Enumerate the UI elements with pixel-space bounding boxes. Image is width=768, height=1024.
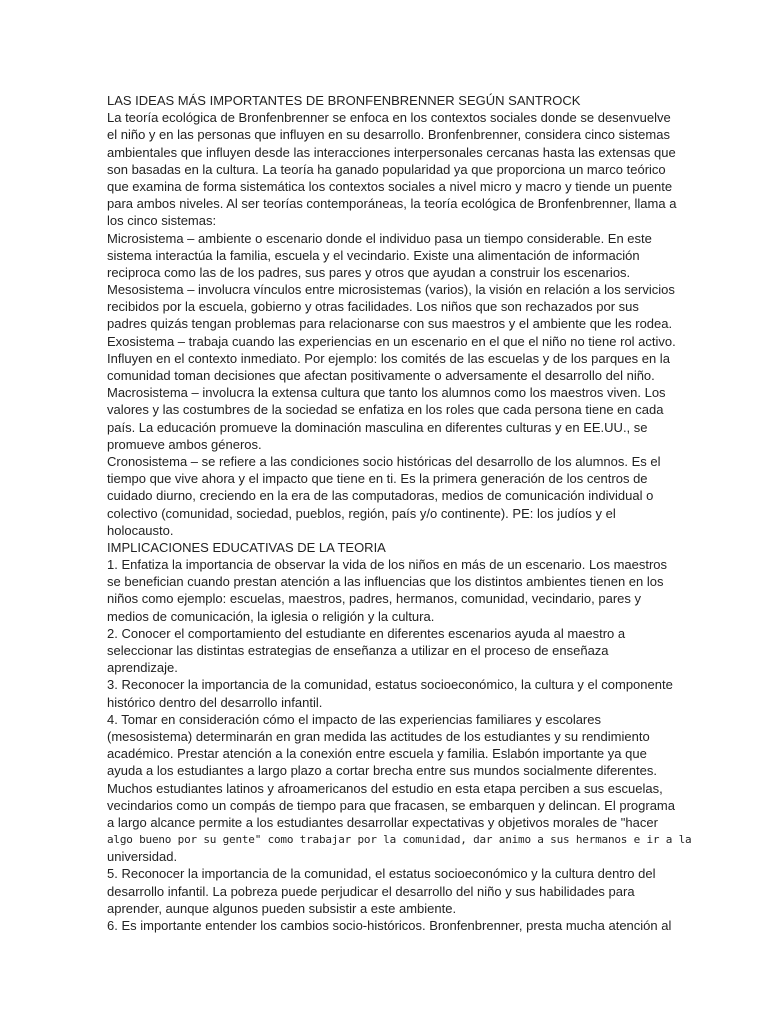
paragraph-line: La teoría ecológica de Bronfenbrenner se enfoca en los contextos sociales donde se desenvuelve	[107, 110, 671, 126]
paragraph-line: aprendizaje.	[107, 660, 178, 676]
paragraph-line: para ambos niveles. Al ser teorías contemporáneas, la teoría ecológica de Bronfenbrenner, llama a	[107, 196, 677, 212]
paragraph-line: 2. Conocer el comportamiento del estudiante en diferentes escenarios ayuda al maestro a	[107, 625, 626, 641]
paragraph-line: colectivo (comunidad, sociedad, pueblos, región, país y/o continente). PE: los judíos y el	[107, 505, 616, 521]
paragraph-line: comunidad toman decisiones que afectan positivamente o adversamente el desarrollo del niño.	[107, 368, 655, 383]
paragraph-line: Mesosistema – involucra vínculos entre microsistemas (varios), la visión en relación a los servicios	[107, 282, 675, 298]
paragraph-line: 3. Reconocer la importancia de la comunidad, estatus socioeconómico, la cultura y el componente	[107, 677, 673, 693]
document-title: LAS IDEAS MÁS IMPORTANTES DE BRONFENBRENNER SEGÚN SANTROCK	[107, 93, 581, 108]
paragraph-line: Cronosistema – se refiere a las condiciones socio históricas del desarrollo de los alumnos. Es el	[107, 453, 661, 469]
paragraph-line: ambientales que influyen desde las interacciones interpersonales cercanas hasta las extensas que	[107, 144, 676, 160]
paragraph-line: 6. Es importante entender los cambios socio-históricos. Bronfenbrenner, presta mucha atención al	[107, 918, 672, 933]
paragraph-line: desarrollo infantil. La pobreza puede perjudicar el desarrollo del niño y sus habilidades para	[107, 883, 635, 899]
section-heading: IMPLICACIONES EDUCATIVAS DE LA TEORIA	[107, 539, 386, 555]
paragraph-line: a largo alcance permite a los estudiantes desarrollar expectativas y objetivos morales de "hacer	[107, 814, 658, 830]
paragraph-line: 1. Enfatiza la importancia de observar la vida de los niños en más de un escenario. Los maestros	[107, 557, 668, 573]
paragraph-line: medios de comunicación, la iglesia o religión y la cultura.	[107, 608, 435, 624]
paragraph-line: promueve ambos géneros.	[107, 436, 262, 452]
paragraph-line: seleccionar las distintas estrategias de enseñanza a utilizar en el proceso de enseñaza	[107, 643, 609, 658]
paragraph-line: sistema interactúa la familia, escuela y el vecindario. Existe una alimentación de información	[107, 247, 640, 263]
paragraph-line: histórico dentro del desarrollo infantil.	[107, 694, 323, 710]
paragraph-line: los cinco sistemas:	[107, 213, 217, 229]
paragraph-line: recibidos por la escuela, gobierno y otras facilidades. Los niños que son rechazados por sus	[107, 299, 639, 315]
paragraph-line: se benefician cuando prestan atención a las influencias que los distintos ambientes tienen en los	[107, 574, 664, 590]
paragraph-line: Exosistema – trabaja cuando las experiencias en un escenario en el que el niño no tiene rol activo.	[107, 333, 676, 349]
paragraph-line: 5. Reconocer la importancia de la comunidad, el estatus socioeconómico y la cultura dentro del	[107, 866, 656, 882]
paragraph-line: tiempo que vive ahora y el impacto que tiene en ti. Es la primera generación de los centros de	[107, 471, 648, 487]
paragraph-line: que examina de forma sistemática los contextos sociales a nivel micro y macro y tiende un puente	[107, 178, 673, 194]
paragraph-line: universidad.	[107, 849, 178, 865]
paragraph-line: valores y las costumbres de la sociedad se enfatiza en los roles que cada persona tiene en cada	[107, 402, 664, 418]
paragraph-line: padres quizás tengan problemas para relacionarse con sus maestros y el ambiente que les rodea.	[107, 316, 673, 332]
paragraph-line: holocausto.	[107, 522, 174, 538]
paragraph-line: Macrosistema – involucra la extensa cultura que tanto los alumnos como los maestros viven. Los	[107, 385, 666, 401]
paragraph-line: Influyen en el contexto inmediato. Por ejemplo: los comités de las escuelas y de los parques en la	[107, 350, 670, 366]
paragraph-line: país. La educación promueve la dominación masculina en diferentes culturas y en EE.UU., se	[107, 419, 648, 435]
paragraph-line: 4. Tomar en consideración cómo el impacto de las experiencias familiares y escolares	[107, 711, 601, 727]
paragraph-line: ayuda a los estudiantes a largo plazo a cortar brecha entre sus mundos socialmente diferentes.	[107, 763, 657, 779]
paragraph-line: cuidado diurno, creciendo en la era de las computadoras, medios de comunicación individual o	[107, 488, 654, 504]
paragraph-line: vecindarios como un compás de tiempo para que fracasen, se embarquen y delincan. El programa	[107, 797, 675, 813]
paragraph-line: niños como ejemplo: escuelas, maestros, padres, hermanos, comunidad, vecindario, pares y	[107, 591, 641, 607]
paragraph-line: aprender, aunque algunos pueden subsistir a este ambiente.	[107, 900, 457, 916]
paragraph-line: Muchos estudiantes latinos y afroamericanos del estudio en esta etapa perciben a sus escuelas,	[107, 780, 663, 796]
paragraph-line: son basadas en la cultura. La teoría ha ganado popularidad ya que proporciona un marco teórico	[107, 161, 666, 177]
paragraph-line: académico. Prestar atención a la conexión entre escuela y familia. Eslabón importante ya que	[107, 746, 647, 762]
paragraph-line: algo bueno por su gente" como trabajar por la comunidad, dar animo a sus hermanos e ir a la	[107, 833, 692, 847]
document-body	[107, 92, 692, 934]
paragraph-line: (mesosistema) determinarán en gran medida las actitudes de los estudiantes y su rendimiento	[107, 728, 650, 744]
paragraph-line: el niño y en las personas que influyen en su desarrollo. Bronfenbrenner, considera cinco sistemas	[107, 127, 670, 143]
paragraph-line: reciproca como las de los padres, sus pares y otros que ayudan a construir los escenarios.	[107, 264, 631, 280]
paragraph-line: Microsistema – ambiente o escenario donde el individuo pasa un tiempo considerable. En este	[107, 230, 652, 246]
